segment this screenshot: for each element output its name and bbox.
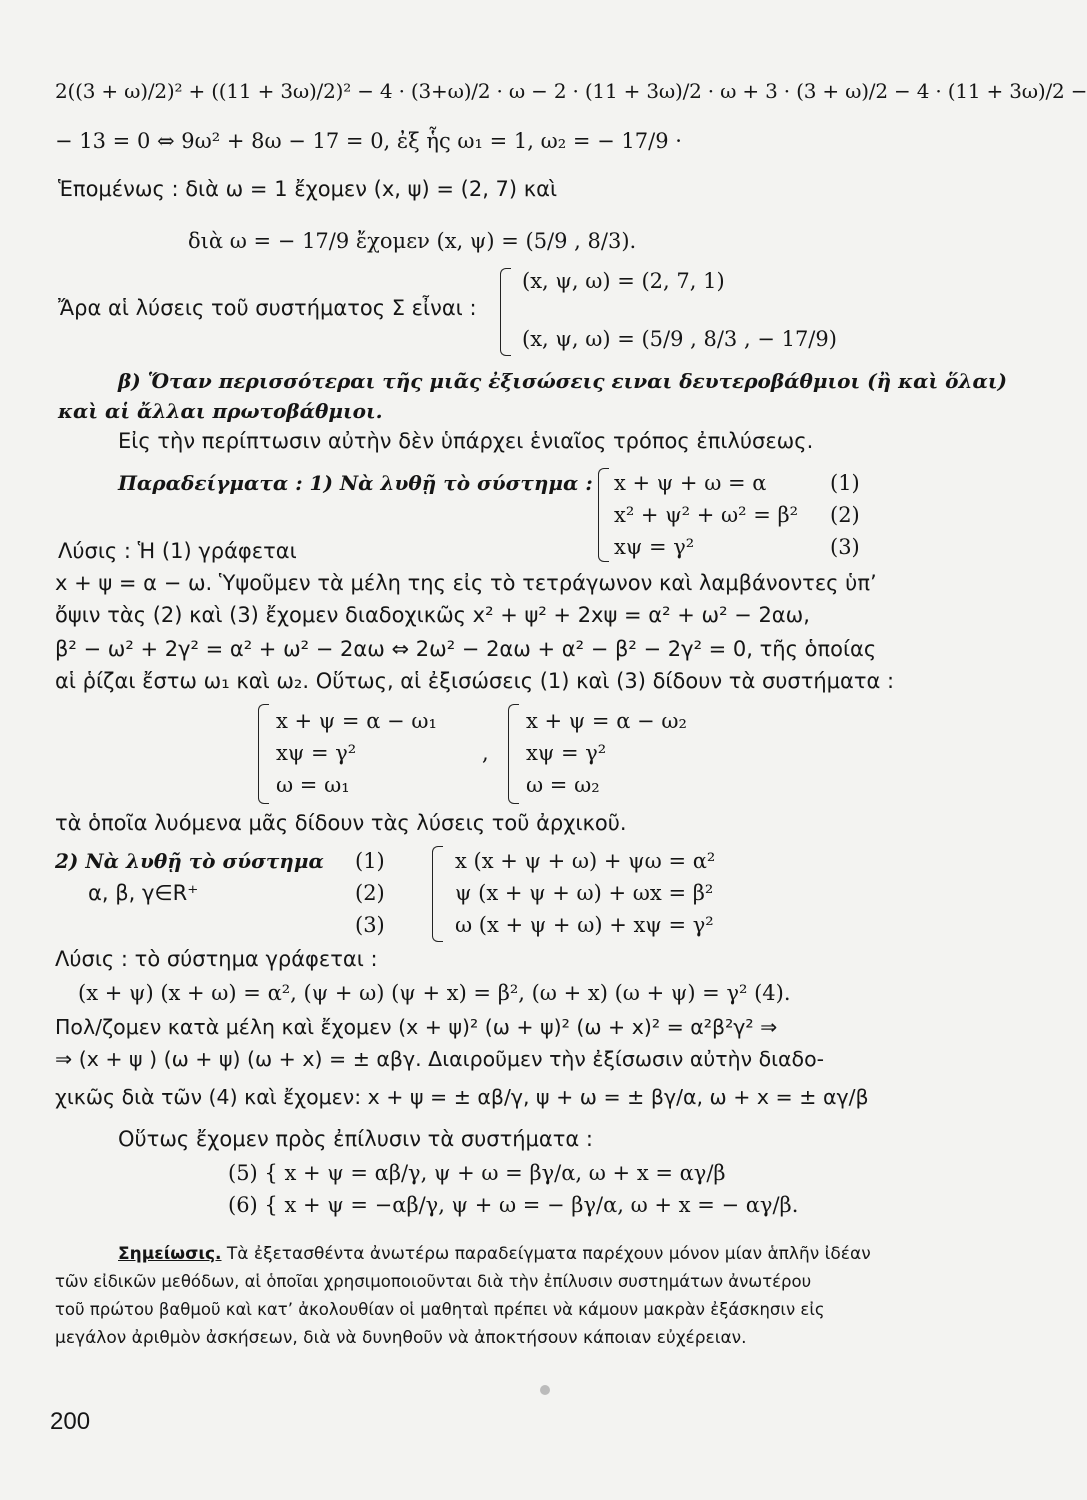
note-paragraph-line-2: τῶν εἰδικῶν μεθόδων, αἱ ὁποῖαι χρησιμοποιοῦνται διὰ τὴν ἐπίλυσιν συστημάτων ἀνωτέρου xyxy=(55,1272,812,1291)
text-line-20: Πολ/ζομεν κατὰ μέλη καὶ ἔχομεν (x + ψ)² (ω + ψ)² (ω + x)² = α²β²γ² ⇒ xyxy=(55,1015,778,1039)
system-2-num-1: (1) xyxy=(355,849,385,873)
system-b-eq-2: xψ = γ² xyxy=(526,741,607,765)
solutions-brace xyxy=(500,268,511,356)
solution-2: (x, ψ, ω) = (5/9 , 8/3 , − 17/9) xyxy=(522,327,837,351)
system-a-eq-1: x + ψ = α − ω₁ xyxy=(276,709,437,733)
text-line-21: ⇒ (x + ψ ) (ω + ψ) (ω + x) = ± αβγ. Διαιροῦμεν τὴν ἐξίσωσιν αὐτὴν διαδο- xyxy=(55,1047,825,1071)
equation-line-19: (x + ψ) (x + ω) = α², (ψ + ω) (ψ + x) = β², (ω + x) (ω + ψ) = γ² (4). xyxy=(78,981,791,1005)
system-1-num-2: (2) xyxy=(830,503,860,527)
system-2-eq-3: ω (x + ψ + ω) + xψ = γ² xyxy=(455,913,714,937)
system-2-num-3: (3) xyxy=(355,913,385,937)
solution-label-1: Λύσις : Ἡ (1) γράφεται xyxy=(58,539,297,563)
system-1-eq-1: x + ψ + ω = α xyxy=(614,471,767,495)
system-1-eq-3: xψ = γ² xyxy=(614,535,695,559)
equation-line-2: − 13 = 0 ⇔ 9ω² + 8ω − 17 = 0, ἐξ ἧς ω₁ = 1, ω₂ = − 17/9 · xyxy=(55,129,682,153)
text-line-12: ὄψιν τὰς (2) καὶ (3) ἔχομεν διαδοχικῶς x² + ψ² + 2xψ = α² + ω² − 2αω, xyxy=(55,603,810,627)
text-line-15: τὰ ὁποῖα λυόμενα μᾶς δίδουν τὰς λύσεις τοῦ ἀρχικοῦ. xyxy=(55,811,627,835)
text-line-13: β² − ω² + 2γ² = α² + ω² − 2αω ⇔ 2ω² − 2αω + α² − β² − 2γ² = 0, τῆς ὁποίας xyxy=(55,637,877,661)
note-text-1: Τὰ ἐξετασθέντα ἀνωτέρω παραδείγματα παρέχουν μόνον μίαν ἁπλῆν ἰδέαν xyxy=(226,1244,871,1264)
system-a-eq-2: xψ = γ² xyxy=(276,741,357,765)
system-5: (5) { x + ψ = αβ/γ, ψ + ω = βγ/α, ω + x = αγ/β xyxy=(228,1161,726,1185)
text-line-8: Εἰς τὴν περίπτωσιν αὐτὴν δὲν ὑπάρχει ἑνιαῖος τρόπος ἐπιλύσεως. xyxy=(118,429,814,453)
text-line-22: χικῶς διὰ τῶν (4) καὶ ἔχομεν: x + ψ = ± αβ/γ, ψ + ω = ± βγ/α, ω + x = ± αγ/β xyxy=(55,1085,869,1109)
system-1-eq-2: x² + ψ² + ω² = β² xyxy=(614,503,799,527)
text-line-23: Οὕτως ἔχομεν πρὸς ἐπίλυσιν τὰ συστήματα : xyxy=(118,1127,594,1151)
system-2-eq-2: ψ (x + ψ + ω) + ωx = β² xyxy=(455,881,714,905)
system-2-num-2: (2) xyxy=(355,881,385,905)
system-2-eq-1: x (x + ψ + ω) + ψω = α² xyxy=(455,849,716,873)
ink-mark xyxy=(540,1385,550,1395)
text-line-14: αἱ ῥίζαι ἔστω ω₁ καὶ ω₂. Οὕτως, αἱ ἐξισώσεις (1) καὶ (3) δίδουν τὰ συστήματα : xyxy=(55,669,895,693)
note-title: Σημείωσις. xyxy=(118,1244,222,1264)
equation-line-1: 2((3 + ω)/2)² + ((11 + 3ω)/2)² − 4 · (3+ω)/2 · ω − 2 · (11 + 3ω)/2 · ω + 3 · (3 + ω)/2 − 4 · (11 + 3ω)/2 − xyxy=(55,79,1087,103)
system-a-brace xyxy=(258,704,269,804)
solutions-label: Ἄρα αἱ λύσεις τοῦ συστήματος Σ εἶναι : xyxy=(58,296,477,320)
section-heading-b: β) Ὅταν περισσότεραι τῆς μιᾶς ἐξισώσεις ειναι δευτεροβάθμιοι (ἢ καὶ ὅλαι) xyxy=(118,369,1008,393)
example-2-conditions: α, β, γ∈R⁺ xyxy=(88,881,199,905)
text-line-11: x + ψ = α − ω. Ὑψοῦμεν τὰ μέλη της εἰς τὸ τετράγωνον καὶ λαμβάνοντες ὑπ’ xyxy=(55,571,877,595)
system-b-eq-1: x + ψ = α − ω₂ xyxy=(526,709,687,733)
section-heading-b-cont: καὶ αἱ ἄλλαι πρωτοβάθμιοι. xyxy=(58,399,383,423)
system-1-num-1: (1) xyxy=(830,471,860,495)
system-b-brace xyxy=(508,704,519,804)
text-line-3: Ἑπομένως : διὰ ω = 1 ἔχομεν (x, ψ) = (2, 7) καὶ xyxy=(58,177,558,201)
system-6: (6) { x + ψ = −αβ/γ, ψ + ω = − βγ/α, ω + x = − αγ/β. xyxy=(228,1193,799,1217)
system-1-num-3: (3) xyxy=(830,535,860,559)
system-1-brace xyxy=(598,468,609,562)
example-2-label: 2) Νὰ λυθῇ τὸ σύστημα xyxy=(55,849,324,873)
page-number: 200 xyxy=(50,1408,91,1435)
equation-line-4: διὰ ω = − 17/9 ἔχομεν (x, ψ) = (5/9 , 8/3). xyxy=(188,229,637,253)
note-paragraph-line-1 xyxy=(118,1240,871,1268)
note-paragraph-line-4: μεγάλον ἀριθμὸν ἀσκήσεων, διὰ νὰ δυνηθοῦν νὰ ἀποκτήσουν κάποιαν εὐχέρειαν. xyxy=(55,1328,747,1348)
examples-label: Παραδείγματα : 1) Νὰ λυθῇ τὸ σύστημα : xyxy=(118,471,593,495)
solution-1: (x, ψ, ω) = (2, 7, 1) xyxy=(522,269,725,293)
note-paragraph-line-3: τοῦ πρώτου βαθμοῦ καὶ κατ’ ἀκολουθίαν οἱ μαθηταὶ πρέπει νὰ κάμουν μακρὰν ἐξάσκησιν εἰς xyxy=(55,1300,825,1319)
solution-label-2: Λύσις : τὸ σύστημα γράφεται : xyxy=(55,947,378,971)
system-2-brace xyxy=(432,846,443,942)
system-a-eq-3: ω = ω₁ xyxy=(276,773,350,797)
system-comma: , xyxy=(482,741,489,765)
system-b-eq-3: ω = ω₂ xyxy=(526,773,600,797)
